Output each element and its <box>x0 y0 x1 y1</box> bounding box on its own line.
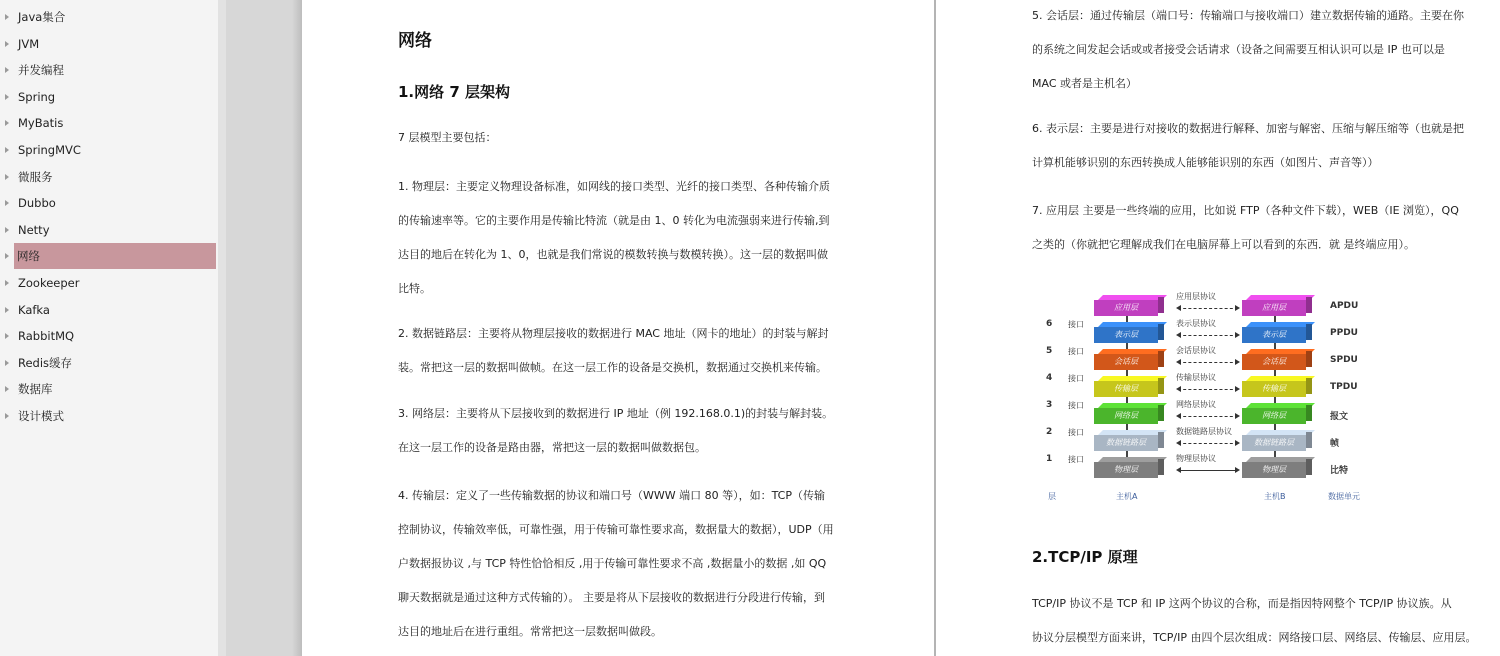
sidebar-item-label: Kafka <box>18 302 50 317</box>
bidirectional-arrow-icon <box>1178 416 1238 417</box>
text-line: 7. 应用层 主要是一些终端的应用，比如说 FTP（各种文件下载），WEB（IE 浏览），QQ <box>1032 204 1459 217</box>
interface-number: 2 <box>1046 427 1053 437</box>
protocol-label: 传输层协议 <box>1176 373 1216 382</box>
sidebar-item-label: SpringMVC <box>18 143 81 157</box>
host-a-layer-block: 会话层 <box>1094 354 1158 370</box>
text-line: 的系统之间发起会话或或者接受会话请求（设备之间需要互相认识可以是 IP 也可以是 <box>1032 43 1445 56</box>
sidebar-item[interactable] <box>0 376 216 402</box>
sidebar-item-label: Zookeeper <box>18 276 80 290</box>
interface-number: 1 <box>1046 454 1053 464</box>
sidebar-item[interactable] <box>0 57 216 83</box>
text-line: 计算机能够识别的东西转换成人能够能识别的东西（如图片、声音等）） <box>1032 156 1379 169</box>
sidebar-outline <box>0 0 218 656</box>
bidirectional-arrow-icon <box>1178 308 1238 309</box>
sidebar-item[interactable] <box>0 297 216 323</box>
paragraph-application-layer <box>1032 194 1459 262</box>
text-line: 控制协议，传输效率低，可靠性强，用于传输可靠性要求高，数据量大的数据），UDP（用 <box>398 523 834 536</box>
host-a-layer-block: 传输层 <box>1094 381 1158 397</box>
text-line: MAC 或者是主机名） <box>1032 77 1137 90</box>
layer-footer-label: 层 <box>1048 492 1056 501</box>
protocol-label: 网络层协议 <box>1176 400 1216 409</box>
text-line: 装。常把这一层的数据叫做帧。在这一层工作的设备是交换机，数据通过交换机来传输。 <box>398 361 827 374</box>
sidebar-item[interactable] <box>0 217 216 243</box>
expand-triangle-icon[interactable] <box>5 41 9 47</box>
data-unit-label: 数据单元 <box>1328 492 1360 501</box>
text-line: 户数据报协议 ,与 TCP 特性恰恰相反 ,用于传输可靠性要求不高 ,数据量小的数据 ,如 QQ <box>398 557 827 570</box>
host-a-layer-block: 网络层 <box>1094 408 1158 424</box>
protocol-label: 应用层协议 <box>1176 292 1216 301</box>
text-line: 3. 网络层：主要将从下层接收到的数据进行 IP 地址（例 192.168.0.1)的封装与解封装。 <box>398 407 834 420</box>
text-line: 6. 表示层：主要是进行对接收的数据进行解释、加密与解密、压缩与解压缩等（也就是把 <box>1032 122 1464 135</box>
sidebar-item-label: Spring <box>18 89 56 104</box>
interface-label: 接口 <box>1068 455 1084 464</box>
interface-number: 3 <box>1046 400 1053 410</box>
expand-triangle-icon[interactable] <box>5 147 9 153</box>
sidebar-item[interactable] <box>0 190 216 216</box>
expand-triangle-icon[interactable] <box>5 413 9 419</box>
expand-triangle-icon[interactable] <box>5 94 9 100</box>
interface-label: 接口 <box>1068 428 1084 437</box>
host-b-layer-block: 网络层 <box>1242 408 1306 424</box>
bidirectional-arrow-icon <box>1178 335 1238 336</box>
host-b-label: 主机B <box>1264 492 1286 501</box>
pdu-label: PPDU <box>1330 328 1358 338</box>
expand-triangle-icon[interactable] <box>5 253 9 259</box>
host-b-layer-block: 传输层 <box>1242 381 1306 397</box>
interface-number: 4 <box>1046 373 1053 383</box>
interface-label: 接口 <box>1068 374 1084 383</box>
text-line: 达目的地后在转化为 1、0，也就是我们常说的模数转换与数模转换）。这一层的数据叫做 <box>398 248 828 261</box>
text-line: 达目的地址后在进行重组。常常把这一层数据叫做段。 <box>398 625 662 638</box>
sidebar-item-label: RabbitMQ <box>18 329 75 344</box>
sidebar-item-label: 设计模式 <box>18 409 64 423</box>
expand-triangle-icon[interactable] <box>5 14 9 20</box>
expand-triangle-icon[interactable] <box>5 333 9 339</box>
sidebar-item[interactable] <box>0 403 216 429</box>
text-line: 比特。 <box>398 282 431 295</box>
text-line: 在这一层工作的设备是路由器，常把这一层的数据叫做数据包。 <box>398 441 706 454</box>
text-line: 协议分层模型方面来讲，TCP/IP 由四个层次组成：网络接口层、网络层、传输层、应用层。 <box>1032 631 1477 644</box>
pdu-label: 帧 <box>1330 439 1340 449</box>
page-shadow <box>292 0 302 656</box>
paragraph-tcpip <box>1032 587 1476 655</box>
section-heading-7-layer: 1.网络 7 层架构 <box>398 83 511 101</box>
text-line: 4. 传输层：定义了一些传输数据的协议和端口号（WWW 端口 80 等），如：TCP（传输 <box>398 489 825 502</box>
osi-layer-diagram <box>1036 284 1392 500</box>
pdu-label: SPDU <box>1330 355 1358 365</box>
text-line: TCP/IP 协议不是 TCP 和 IP 这两个协议的合称，而是指因特网整个 TCP/IP 协议族。从 <box>1032 597 1452 610</box>
sidebar-item-label: MyBatis <box>18 116 64 131</box>
sidebar-item[interactable] <box>0 31 216 57</box>
intro-text: 7 层模型主要包括： <box>398 131 497 144</box>
sidebar-item[interactable] <box>0 350 216 376</box>
sidebar-item[interactable] <box>0 84 216 110</box>
interface-number: 6 <box>1046 319 1053 329</box>
pdu-label: TPDU <box>1330 382 1358 392</box>
text-line: 1. 物理层：主要定义物理设备标准，如网线的接口类型、光纤的接口类型、各种传输介质 <box>398 180 830 193</box>
bidirectional-arrow-icon <box>1178 389 1238 390</box>
sidebar-item-label: 数据库 <box>18 382 53 397</box>
pdu-label: APDU <box>1330 301 1359 311</box>
host-b-layer-block: 会话层 <box>1242 354 1306 370</box>
host-a-label: 主机A <box>1116 492 1138 501</box>
sidebar-item[interactable] <box>0 164 216 190</box>
protocol-label: 物理层协议 <box>1176 454 1216 463</box>
expand-triangle-icon[interactable] <box>5 307 9 313</box>
sidebar-item-label: Dubbo <box>18 196 56 211</box>
paragraph-physical-layer <box>398 170 830 306</box>
expand-triangle-icon[interactable] <box>5 120 9 126</box>
expand-triangle-icon[interactable] <box>5 174 9 180</box>
sidebar-item[interactable] <box>0 270 216 296</box>
host-a-layer-block: 应用层 <box>1094 300 1158 316</box>
interface-label: 接口 <box>1068 347 1084 356</box>
expand-triangle-icon[interactable] <box>5 386 9 392</box>
pdu-label: 比特 <box>1330 466 1349 476</box>
host-b-layer-block: 物理层 <box>1242 462 1306 478</box>
interface-number: 5 <box>1046 346 1053 356</box>
pdu-label: 报文 <box>1330 412 1349 422</box>
host-b-layer-block: 应用层 <box>1242 300 1306 316</box>
protocol-label: 会话层协议 <box>1176 346 1216 355</box>
section-heading-tcpip: 2.TCP/IP 原理 <box>1032 548 1138 566</box>
paragraph-presentation-layer <box>1032 112 1464 180</box>
expand-triangle-icon[interactable] <box>5 360 9 366</box>
text-line: 之类的（你就把它理解成我们在电脑屏幕上可以看到的东西．就 是终端应用）。 <box>1032 238 1415 251</box>
protocol-label: 表示层协议 <box>1176 319 1216 328</box>
bidirectional-arrow-icon <box>1178 362 1238 363</box>
expand-triangle-icon[interactable] <box>5 200 9 206</box>
paragraph-transport-layer <box>398 479 834 649</box>
sidebar-item[interactable] <box>0 4 216 30</box>
text-line: 2. 数据链路层：主要将从物理层接收的数据进行 MAC 地址（网卡的地址）的封装与解封 <box>398 327 829 340</box>
paragraph-network-layer <box>398 397 833 465</box>
host-a-layer-block: 物理层 <box>1094 462 1158 478</box>
paragraph-session-layer <box>1032 0 1464 101</box>
sidebar-item[interactable] <box>0 243 216 269</box>
sidebar-item-label: 并发编程 <box>18 63 64 78</box>
host-a-layer-block: 表示层 <box>1094 327 1158 343</box>
interface-label: 接口 <box>1068 401 1084 410</box>
sidebar-item-label: Netty <box>18 222 50 237</box>
expand-triangle-icon[interactable] <box>5 227 9 233</box>
text-line: 聊天数据就是通过这种方式传输的）。 主要是将从下层接收的数据进行分段进行传输，到 <box>398 591 825 604</box>
sidebar-item-label: Redis缓存 <box>18 355 73 370</box>
page-title: 网络 <box>398 31 432 51</box>
sidebar-item-label: 微服务 <box>18 169 53 184</box>
interface-label: 接口 <box>1068 320 1084 329</box>
sidebar-item[interactable] <box>0 137 216 163</box>
sidebar-item[interactable] <box>0 110 216 136</box>
paragraph-data-link-layer <box>398 317 829 385</box>
sidebar-item-label: JVM <box>18 36 40 51</box>
sidebar-item-label: Java集合 <box>18 10 66 24</box>
expand-triangle-icon[interactable] <box>5 280 9 286</box>
protocol-label: 数据链路层协议 <box>1176 427 1232 436</box>
text-line: 的传输速率等。它的主要作用是传输比特流（就是由 1、0 转化为电流强弱来进行传输,到 <box>398 214 830 227</box>
sidebar-splitter[interactable] <box>218 0 226 656</box>
host-a-layer-block: 数据链路层 <box>1094 435 1158 451</box>
host-b-layer-block: 数据链路层 <box>1242 435 1306 451</box>
bidirectional-arrow-icon <box>1178 470 1238 471</box>
host-b-layer-block: 表示层 <box>1242 327 1306 343</box>
text-line: 5. 会话层：通过传输层（端口号：传输端口与接收端口）建立数据传输的通路。主要在你 <box>1032 9 1464 22</box>
sidebar-item[interactable] <box>0 323 216 349</box>
expand-triangle-icon[interactable] <box>5 67 9 73</box>
sidebar-item-label: 网络 <box>14 243 216 269</box>
bidirectional-arrow-icon <box>1178 443 1238 444</box>
